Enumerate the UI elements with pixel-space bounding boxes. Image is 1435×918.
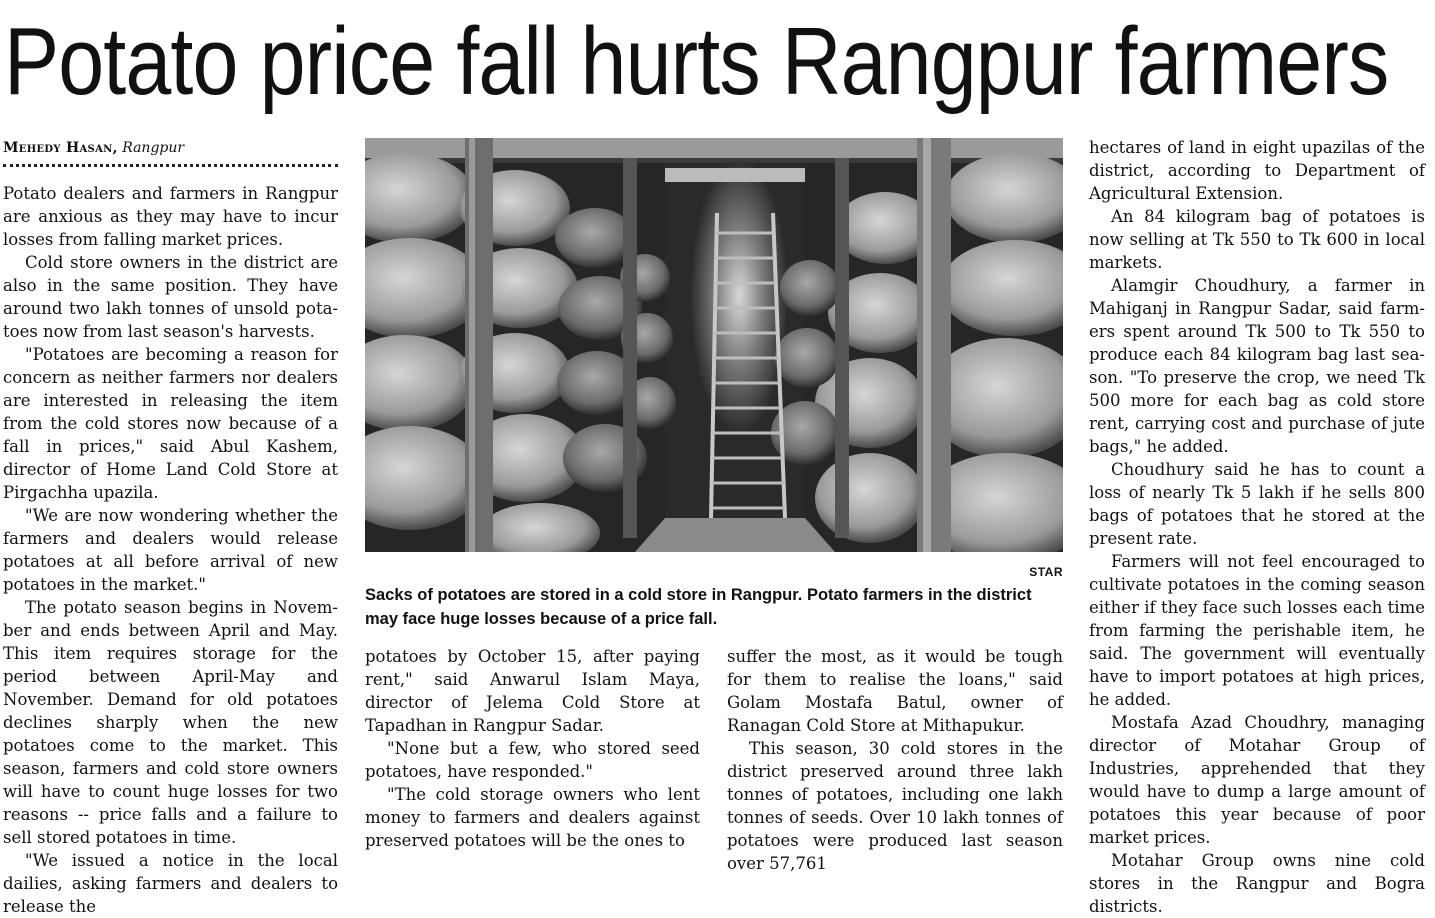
article-column-3: [727, 645, 1063, 875]
byline: [3, 138, 338, 158]
paragraph: hectares of land in eight upazilas of the district, according to Department of Agricultural Extension.: [1089, 138, 1425, 203]
byline-author: Mehedy Hasan,: [3, 140, 118, 156]
paragraph: "We are now wondering whether the farmers and dealers would release potatoes at all before arrival of new potatoes in the market.": [3, 506, 338, 594]
article-column-4: [1089, 136, 1425, 918]
paragraph: Farmers will not feel encouraged to cultivate potatoes in the coming season either if they face such losses each time from farming the perishable item, he said. The government will eventually have to import potatoes at high prices, he added.: [1089, 552, 1425, 709]
paragraph: "We issued a notice in the local dailies, asking farmers and dealers to release the: [3, 851, 338, 916]
paragraph: The potato season begins in November and ends between April and May. This item requires storage for the period between April-May and November. Demand for old potatoes declines sharply when the new potatoes come to the market. This season, farmers and cold store owners will have to count huge losses for two reasons -- price falls and a failure to sell stored potatoes in time.: [3, 598, 338, 847]
paragraph: "None but a few, who stored seed potatoes, have responded.": [365, 739, 700, 781]
paragraph: potatoes by October 15, after paying rent," said Anwarul Islam Maya, director of Jelema Cold Store at Tapadhan in Rangpur Sadar.: [365, 647, 700, 735]
paragraph: Potato dealers and farmers in Rangpur are anxious as they may have to incur losses from falling market prices.: [3, 184, 338, 249]
paragraph: "Potatoes are becoming a reason for concern as neither farmers nor dealers are interested in releasing the item from the cold stores now because of a fall in prices," said Abul Kashem, director of Home Land Cold Store at Pirgachha upazila.: [3, 345, 338, 502]
article-column-1: [3, 182, 338, 918]
paragraph: "The cold storage owners who lent money to farmers and dealers against preserved potatoes will be the ones to: [365, 785, 700, 850]
headline: Potato price fall hurts Rangpur farmers: [4, 8, 1389, 115]
paragraph: Mostafa Azad Choudhry, managing director of Motahar Group of Industries, apprehended that they would have to dump a large amount of potatoes this year because of poor market prices.: [1089, 713, 1425, 847]
byline-divider: [3, 164, 338, 167]
photo-credit: STAR: [1029, 565, 1063, 579]
photo-caption: Sacks of potatoes are stored in a cold store in Rangpur. Potato farmers in the district may face huge losses because of a price fall.: [365, 586, 1032, 628]
paragraph: Motahar Group owns nine cold stores in the Rangpur and Bogra districts.: [1089, 851, 1425, 916]
paragraph: Cold store owners in the district are also in the same position. They have around two lakh tonnes of unsold potatoes now from last season's harvests.: [3, 253, 338, 341]
paragraph: suffer the most, as it would be tough for them to realise the loans," said Golam Mostafa Batul, owner of Ranagan Cold Store at Mithapukur.: [727, 647, 1063, 735]
paragraph: This season, 30 cold stores in the district preserved around three lakh tonnes of potatoes, including one lakh tonnes of seeds. Over 10 lakh tonnes of potatoes were produced last season over 57,761: [727, 739, 1063, 873]
cold-store-photo: [365, 138, 1063, 552]
article-column-2: [365, 645, 700, 852]
paragraph: Choudhury said he has to count a loss of nearly Tk 5 lakh if he sells 800 bags of potatoes that he stored at the present rate.: [1089, 460, 1425, 548]
paragraph: An 84 kilogram bag of potatoes is now selling at Tk 550 to Tk 600 in local markets.: [1089, 207, 1425, 272]
byline-location: Rangpur: [122, 140, 185, 156]
paragraph: Alamgir Choudhury, a farmer in Mahiganj in Rangpur Sadar, said farmers spent around Tk 500 to Tk 550 to produce each 84 kilogram bag last season. "To preserve the crop, we need Tk 500 more for each bag as cold store rent, carrying cost and purchase of jute bags," he added.: [1089, 276, 1425, 456]
